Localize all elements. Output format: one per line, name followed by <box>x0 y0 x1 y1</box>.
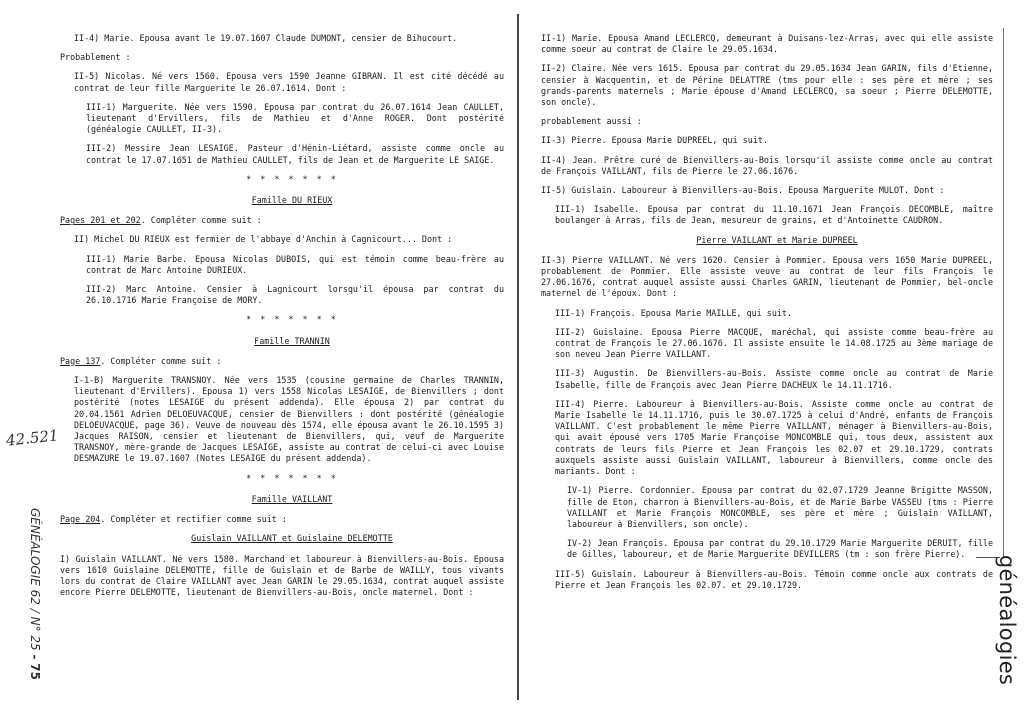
paragraph-text: III-3) Augustin. De Bienvillers-au-Bois. Assiste comme oncle au contrat de Marie Isabelle, fille de François avec Jean Pierre DACHEUX le 14.11.1716. <box>555 368 993 390</box>
paragraph-text: II-5) Guislain. Laboureur à Bienvillers-au-Bois. Epousa Marguerite MULOT. Dont : <box>541 185 945 196</box>
journal-name: GÉNÉALOGIE 62 / N° 25 <box>28 508 42 651</box>
right-column <box>541 33 993 599</box>
page-reference: Page 137 <box>60 355 101 366</box>
paragraph <box>541 327 993 361</box>
page-reference: Page 204 <box>60 514 101 525</box>
section-title-text: Pierre VAILLANT et Marie DUPREEL <box>696 234 858 245</box>
page-gutter-divider <box>517 14 519 700</box>
paragraph-text: III-4) Pierre. Laboureur à Bienvillers-au-Bois. Assiste comme oncle au contrat de Marie Isabelle le 14.11.1716, puis le 30.07.1725 à celui d'André, enfants de François VAILLANT. C'est probablement le même Pierre VAILLANT, ménager à Bienvillers-au-Bois, qui avait épousé vers 1705 Marie Françoise MONCOMBLE qui, tous deux, assistent aux contrats de leurs fils Pierre et Jean François les 02.07 et 29.10.1729, contrats auxquels assiste aussi Guislain VAILLANT, laboureur à Bienvillers, comme oncle des mariants. Dont : <box>555 398 993 477</box>
paragraph-text: . Compléter comme suit : <box>140 215 262 226</box>
paragraph-text: II-3) Pierre. Epousa Marie DUPREEL, qui suit. <box>541 135 768 146</box>
page-number: 75 <box>28 663 42 680</box>
handwritten-note: 42.521 <box>5 426 60 450</box>
paragraph-text: III-1) Marie Barbe. Epousa Nicolas DUBOIS, qui est témoin comme beau-frère au contrat de Marc Antoine DURIEUX. <box>86 253 504 275</box>
paragraph-text: II-4) Jean. Prêtre curé de Bienvillers-au-Bois lorsqu'il assiste comme oncle au contrat de François VAILLANT, fils de Pierre le 27.06.1676. <box>541 154 993 176</box>
paragraph-text: II-4) Marie. Epousa avant le 19.07.1607 Claude DUMONT, censier de Bihucourt. <box>74 33 458 43</box>
paragraph <box>60 33 504 44</box>
paragraph-text: II) Michel DU RIEUX est fermier de l'abbaye d'Anchin à Cagnicourt... Dont : <box>74 234 453 245</box>
section-title <box>60 533 504 544</box>
paragraph <box>541 569 993 591</box>
paragraph-text: II-1) Marie. Epousa Amand LECLERCQ, demeurant à Duisans-lez-Arras, avec qui elle assiste comme soeur au contrat de Claire le 29.05.1634. <box>541 33 993 55</box>
paragraph-text: Probablement : <box>60 52 131 63</box>
paragraph <box>60 215 504 226</box>
paragraph <box>541 204 993 226</box>
section-title-text: Famille VAILLANT <box>251 493 333 504</box>
brand-label <box>992 555 1022 685</box>
margin-rule <box>1003 28 1004 558</box>
section-title <box>60 494 504 505</box>
paragraph <box>60 375 504 465</box>
paragraph-text: III-1) Marguerite. Née vers 1590. Epousa par contrat du 26.07.1614 Jean CAULLET, lieutenant d'Ervillers, fils de Mathieu et d'Anne ROGER. Dont postérité (généalogie CAULLET, II-3). <box>86 101 504 135</box>
paragraph-text: IV-2) Jean François. Epousa par contrat du 29.10.1729 Marie Marguerite DERUIT, fille de Gilles, laboureur, et de Marie Marguerite DEVILLERS (tm : son frère Pierre). <box>567 538 993 560</box>
paragraph <box>60 71 504 93</box>
section-separator: * * * * * * * <box>246 173 338 184</box>
section-title <box>60 336 504 347</box>
paragraph <box>541 116 993 127</box>
paragraph <box>541 399 993 477</box>
paragraph-text: . Compléter comme suit : <box>100 355 222 366</box>
paragraph-text: III-2) Messire Jean LESAIGE. Pasteur d'Hénin-Liétard, assiste comme oncle au contrat le 17.07.1651 de Mathieu CAULLET, fils de Jean et de Marguerite LE SAIGE. <box>86 143 504 165</box>
paragraph-text: II-2) Claire. Née vers 1615. Epousa par contrat du 29.05.1634 Jean GARIN, fils d'Etienne, censier à Wacquentin, et de Périne DELATTRE (tms pour elle : ses père et mère ; ses grands-parents maternels ; Marie épouse d'Amand LECLERCQ, sa soeur ; Pierre DELEMOTTE, son oncle). <box>541 63 993 108</box>
paragraph <box>541 135 993 146</box>
paragraph <box>60 514 504 525</box>
spine-separator: - <box>28 654 42 660</box>
paragraph-text: III-1) François. Epousa Marie MAILLE, qui suit. <box>555 307 792 318</box>
paragraph-text: probablement aussi : <box>541 116 642 127</box>
section-separator: * * * * * * * <box>246 314 338 325</box>
paragraph <box>541 538 993 560</box>
paragraph-text: II-3) Pierre VAILLANT. Né vers 1620. Censier à Pommier. Epousa vers 1650 Marie DUPREEL, probablement de Pommier. Elle assiste veuve au contrat de leur fils François le 27.06.1676, contrat auquel assiste aussi Charles GARIN, lieutenant de Pommier, bel-oncle maternel de l'époux. Dont : <box>541 254 993 299</box>
paragraph <box>60 254 504 276</box>
paragraph-text: III-5) Guislain. Laboureur à Bienvillers-au-Bois. Témoin comme oncle aux contrats de Pierre et Jean François les 02.07. et 29.10.1729. <box>555 568 993 590</box>
brand-text: généalogies <box>995 554 1019 686</box>
paragraph <box>541 185 993 196</box>
section-title <box>541 235 993 246</box>
paragraph <box>60 356 504 367</box>
paragraph <box>60 102 504 136</box>
section-title <box>60 195 504 206</box>
paragraph <box>60 143 504 165</box>
paragraph <box>541 33 993 55</box>
left-column <box>60 33 504 606</box>
section-title-text: Famille DU RIEUX <box>251 195 333 206</box>
paragraph <box>541 155 993 177</box>
spine-caption <box>26 496 44 692</box>
paragraph <box>541 308 993 319</box>
section-title-text: Guislain VAILLANT et Guislaine DELEMOTTE <box>191 533 393 544</box>
paragraph-text: II-5) Nicolas. Né vers 1560. Epousa vers 1590 Jeanne GIBRAN. Il est cité décédé au contrat de leur fille Marguerite le 26.07.1614. Dont : <box>74 71 504 93</box>
paragraph-text: I) Guislain VAILLANT. Né vers 1580. Marchand et laboureur à Bienvillers-au-Bois. Epousa vers 1610 Guislaine DELEMOTTE, fille de Guislain et de Barbe de WAILLY, tous vivants lors du contrat de Claire VAILLANT avec Jean GARIN le 29.05.1634, contrat auquel assiste encore Pierre DELEMOTTE, lieutenant de Bienvillers-au-Bois, oncle maternel. Dont : <box>60 553 504 598</box>
page-reference: Pages 201 et 202 <box>60 215 141 226</box>
paragraph-text: III-2) Guislaine. Epousa Pierre MACQUE, maréchal, qui assiste comme beau-frère au contrat de François le 27.06.1676. Il assiste ensuite le 14.08.1725 au 3ème mariage de son neveu Jean Pierre VAILLANT. <box>555 326 993 360</box>
paragraph <box>541 63 993 108</box>
paragraph-text: . Compléter et rectifier comme suit : <box>100 514 287 525</box>
paragraph <box>60 554 504 599</box>
paragraph <box>60 234 504 245</box>
paragraph <box>541 368 993 390</box>
right-page <box>525 0 1024 705</box>
paragraph-text: III-2) Marc Antoine. Censier à Lagnicourt lorsqu'il épousa par contrat du 26.10.1716 Marie Françoise de MORY. <box>86 284 504 306</box>
paragraph <box>541 485 993 530</box>
section-title-text: Famille TRANNIN <box>254 335 330 346</box>
paragraph <box>60 52 504 63</box>
paragraph <box>541 255 993 300</box>
paragraph-text: IV-1) Pierre. Cordonnier. Epousa par contrat du 02.07.1729 Jeanne Brigitte MASSON, fille de Eton, charron à Bienvillers-au-Bois, et de Marie Barbe VASSEU (tms : Pierre VAILLANT et Marie François MONCOMBLE, ses père et mère ; Guislain VAILLANT, laboureur à Bienvillers, son oncle). <box>567 485 993 529</box>
paragraph <box>60 284 504 306</box>
paragraph-text: I-1-B) Marguerite TRANSNOY. Née vers 1535 (cousine germaine de Charles TRANNIN, lieutenant d'Ervillers). Epousa 1) vers 1558 Nicolas LESAIGE, de Bienvillers ; dont postérité (notes LESAIGE du présent addenda). Elle épousa 2) par contrat du 20.04.1561 Adrien DELOEUVACQUE, censier de Bienvillers : dont postérité (généalogie DELOEUVACQUE, page 36). Veuve de nouveau dès 1574, elle épousa avant le 26.10.1595 3) Jacques RAISON, censier et lieutenant de Bienvillers, qui, veuf de Marguerite TRANSNOY, mère-grande de Jacques LESAIGE, assiste au contrat de celui-ci avec Louise DESMAZURE le 19.07.1607 (Notes LESAIGE du présent addenda). <box>74 375 504 464</box>
paragraph-text: III-1) Isabelle. Epousa par contrat du 11.10.1671 Jean François DECOMBLE, maître boulanger à Arras, fils de Jean, mesureur de grains, et d'Antoinette CAUDRON. <box>555 204 993 226</box>
section-separator: * * * * * * * <box>246 472 338 483</box>
